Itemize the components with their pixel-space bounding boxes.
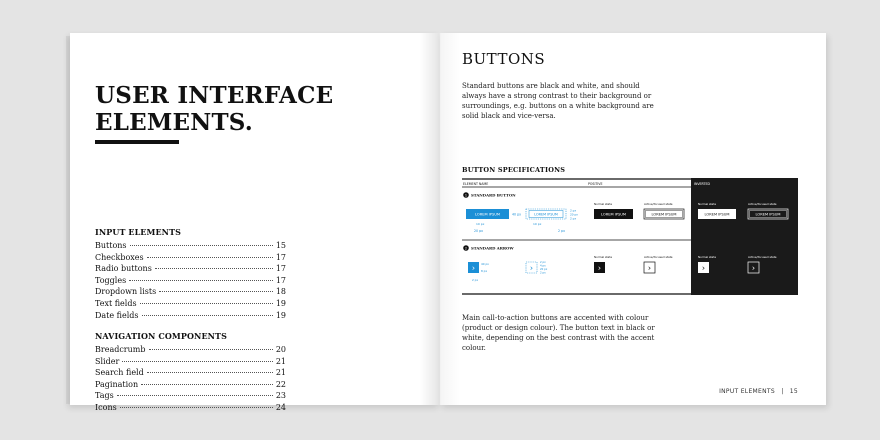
dim-label-20px-b: 20 px bbox=[570, 212, 578, 217]
active-state-label-inv-1: Active/focused state bbox=[748, 202, 777, 206]
toc-item-page: 21 bbox=[275, 356, 286, 366]
accent-button-label: LOREM IPSUM bbox=[475, 212, 500, 217]
normal-state-label-1: Normal state bbox=[594, 202, 613, 206]
toc-leader-dots bbox=[155, 268, 273, 269]
arrow-glyph: › bbox=[647, 263, 652, 273]
toc-item-label: Dropdown lists bbox=[95, 287, 157, 297]
toc-item-icons[interactable] bbox=[95, 402, 286, 414]
section-1-name: STANDARD BUTTON bbox=[471, 192, 516, 198]
section-2-number: 2 bbox=[464, 246, 468, 251]
right-page bbox=[440, 33, 826, 405]
toc-item-checkboxes[interactable] bbox=[95, 252, 286, 264]
toc-section-navigation-components bbox=[95, 331, 286, 414]
dim-label-10px-b: 10 px bbox=[533, 222, 542, 226]
toc-leader-dots bbox=[117, 395, 273, 396]
toc-item-page: 21 bbox=[275, 368, 286, 378]
toc-item-page: 18 bbox=[275, 287, 286, 297]
toc-item-pagination[interactable] bbox=[95, 379, 286, 391]
toc-leader-dots bbox=[130, 245, 273, 246]
dim-label-20px-c: 20 px bbox=[540, 268, 548, 271]
toc-item-label: Icons bbox=[95, 402, 117, 412]
toc-item-label: Text fields bbox=[95, 298, 137, 308]
dim-label-2px-e: 2 px bbox=[540, 271, 546, 275]
toc-leader-dots bbox=[120, 407, 273, 408]
toc-leader-dots bbox=[140, 303, 273, 304]
toc-item-label: Radio buttons bbox=[95, 264, 152, 274]
toc-item-text-fields[interactable] bbox=[95, 298, 286, 310]
intro-paragraph: Standard buttons are black and white, and should always have a strong contrast to their background or surroundings, e.g. buttons on a white background are solid black and vice-versa. bbox=[462, 82, 654, 120]
toc-item-page: 23 bbox=[275, 391, 286, 401]
arrow-glyph: › bbox=[529, 263, 534, 273]
toc-item-label: Tags bbox=[95, 391, 114, 401]
spec-diagram bbox=[462, 178, 798, 295]
dim-label-2px-c: 2 px bbox=[558, 229, 565, 233]
page-footer bbox=[719, 388, 798, 395]
toc-item-date-fields[interactable] bbox=[95, 310, 286, 322]
toc-item-label: Buttons bbox=[95, 241, 127, 250]
arrow-glyph: › bbox=[471, 263, 476, 273]
dim-label-2px-arrow: 2 px bbox=[472, 278, 479, 282]
normal-state-label-inv-1: Normal state bbox=[698, 202, 717, 206]
toc-item-label: Date fields bbox=[95, 310, 139, 320]
toc-leader-dots bbox=[149, 349, 273, 350]
title-underline-bar bbox=[95, 140, 179, 144]
toc-item-slider[interactable] bbox=[95, 356, 286, 368]
toc-item-page: 17 bbox=[275, 264, 286, 274]
toc-item-buttons[interactable] bbox=[95, 240, 286, 252]
outro-paragraph: Main call-to-action buttons are accented with colour (product or design colour). The button text in black or white, depending on the best contrast with the accent colour. bbox=[462, 314, 655, 352]
toc-item-label: Checkboxes bbox=[95, 252, 144, 262]
col-inverted: INVERTED bbox=[694, 182, 710, 186]
active-state-label-1: Active/focused state bbox=[644, 202, 673, 206]
white-button-active-label: LOREM IPSUM bbox=[755, 212, 781, 217]
section-2-name: STANDARD ARROW bbox=[471, 245, 514, 251]
arrow-glyph: › bbox=[597, 263, 602, 273]
dim-label-8px: 8 px bbox=[481, 269, 488, 273]
spec-title: BUTTON SPECIFICATIONS bbox=[462, 166, 566, 174]
toc-item-breadcrumb[interactable] bbox=[95, 344, 286, 356]
normal-state-label-2: Normal state bbox=[594, 255, 613, 259]
dim-label-40px: 40 px bbox=[512, 212, 521, 217]
arrow-glyph: › bbox=[751, 263, 756, 273]
toc-item-page: 17 bbox=[275, 275, 286, 285]
dim-label-2px-d: 2 px bbox=[540, 261, 546, 264]
active-state-label-inv-2: Active/focused state bbox=[748, 255, 777, 259]
dim-label-2px-b: 2 px bbox=[570, 216, 577, 221]
section-1-number: 1 bbox=[464, 193, 468, 198]
footer-section: INPUT ELEMENTS bbox=[719, 388, 775, 395]
black-button-normal-label: LOREM IPSUM bbox=[601, 212, 626, 217]
arrow-glyph: › bbox=[701, 263, 706, 273]
footer-page-number: 15 bbox=[789, 388, 798, 395]
toc-leader-dots bbox=[141, 384, 273, 385]
toc-item-radio-buttons[interactable] bbox=[95, 263, 286, 275]
left-page bbox=[70, 33, 440, 412]
main-title-line-1: USER INTERFACE bbox=[95, 82, 334, 109]
dim-label-2px-a: 2 px bbox=[570, 208, 577, 213]
outline-button-label: LOREM IPSUM bbox=[534, 212, 558, 217]
toc-leader-dots bbox=[122, 361, 273, 362]
normal-state-label-inv-2: Normal state bbox=[698, 255, 717, 259]
white-button-normal-label: LOREM IPSUM bbox=[704, 212, 730, 217]
toc-item-tags[interactable] bbox=[95, 390, 286, 402]
toc-item-search-field[interactable] bbox=[95, 367, 286, 379]
dim-label-40px-arrow: 40 px bbox=[481, 262, 489, 266]
dim-label-10px-a: 10 px bbox=[476, 222, 485, 226]
toc-item-page: 24 bbox=[275, 402, 286, 412]
toc-item-page: 22 bbox=[275, 379, 286, 389]
col-positive: POSITIVE bbox=[588, 182, 603, 186]
main-title-line-2: ELEMENTS. bbox=[95, 109, 253, 136]
toc-section-input-elements bbox=[95, 227, 286, 321]
footer-separator: | bbox=[781, 388, 784, 395]
toc-leader-dots bbox=[159, 291, 273, 292]
toc-item-label: Search field bbox=[95, 368, 144, 378]
dim-label-20px-a: 20 px bbox=[474, 229, 483, 233]
toc-item-label: Slider bbox=[95, 356, 120, 366]
toc-heading: INPUT ELEMENTS bbox=[95, 227, 182, 237]
toc-leader-dots bbox=[142, 315, 273, 316]
toc-item-label: Pagination bbox=[95, 379, 139, 389]
toc-leader-dots bbox=[147, 372, 273, 373]
toc-heading: NAVIGATION COMPONENTS bbox=[95, 331, 227, 341]
section-title: BUTTONS bbox=[462, 50, 546, 68]
black-button-active-label: LOREM IPSUM bbox=[651, 212, 677, 217]
toc-item-page: 15 bbox=[275, 241, 286, 250]
toc-item-toggles[interactable] bbox=[95, 275, 286, 287]
toc-item-label: Toggles bbox=[95, 275, 127, 285]
toc-item-page: 19 bbox=[275, 310, 286, 320]
toc-item-dropdown-lists[interactable] bbox=[95, 286, 286, 298]
toc-item-page: 20 bbox=[275, 345, 286, 354]
main-title bbox=[95, 82, 333, 136]
active-state-label-2: Active/focused state bbox=[644, 255, 673, 259]
toc-item-page: 17 bbox=[275, 252, 286, 262]
col-element-name: ELEMENT NAME bbox=[463, 182, 489, 186]
toc-item-label: Breadcrumb bbox=[95, 345, 146, 354]
toc-leader-dots bbox=[129, 280, 273, 281]
toc-item-page: 19 bbox=[275, 298, 286, 308]
button-spec-panel bbox=[462, 178, 798, 295]
dim-label-4px: 4 px bbox=[540, 264, 546, 268]
toc-leader-dots bbox=[147, 257, 273, 258]
